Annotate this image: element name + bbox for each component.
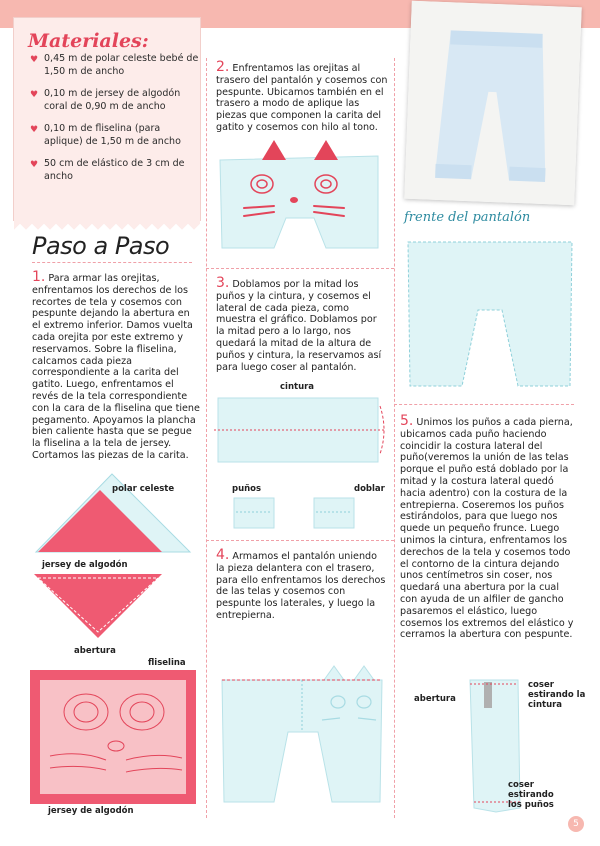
label-frente: frente del pantalón <box>404 210 531 225</box>
column-divider <box>206 58 207 818</box>
step-3: 3. Doblamos por la mitad los puños y la cintura, y cosemos el lateral de cada pieza, como muestra el gráfico. Doblamos por la mitad pero a lo largo, nos quedará la mitad de la altura de puños y cintura, la reservamos así para luego coser al pantalón. <box>216 275 382 373</box>
step-2: 2. Enfrentamos las orejitas al trasero del pantalón y cosemos con pespunte. Ubicamos también en el trasero a modo de aplique las piezas que componen la carita del gatito y cosemos con hilo al tono. <box>216 59 388 133</box>
materials-item: ♥ 0,10 m de jersey de algodón coral de 0,90 m de ancho <box>30 88 181 112</box>
page-number: 5 <box>568 816 584 832</box>
ear-sewn-diagram <box>30 570 190 646</box>
heart-icon: ♥ <box>30 160 39 170</box>
label-fliselina: fliselina <box>148 658 186 668</box>
materials-item: ♥ 0,10 m de fliselina (para aplique) de 1,50 m de ancho <box>30 123 181 147</box>
pants-front-diagram <box>402 236 578 396</box>
pants-photo-illustration <box>404 1 581 205</box>
label-jersey-2: jersey de algodón <box>48 806 134 816</box>
row-divider <box>206 268 394 269</box>
label-abertura-2: abertura <box>414 694 456 704</box>
cuffs-diagram <box>232 496 372 532</box>
ear-pattern-diagram <box>30 468 200 568</box>
label-coser-cintura: coser estirando la cintura <box>528 680 586 710</box>
heart-icon: ♥ <box>30 55 39 65</box>
pants-back-cat-diagram <box>214 138 384 258</box>
label-jersey: jersey de algodón <box>42 560 128 570</box>
step-5: 5. Unimos los puños a cada pierna, ubicamos cada puño haciendo coincidir la costura lateral del puño(veremos la unión de las telas porque el puño está doblado por la mitad y la costura lateral quedó hacia adentro) con la costura de la entrepierna. Coseremos los puños estirándolos, para que luego nos quede un pequeño frunce. Luego unimos la cintura, enfrentamos los derechos de la tela y cosemos todo el contorno de la cintura dejando unos centímetros sin coser, nos quedará una abertura por la cual con ayuda de un alfiler de gancho pasaremos el elástico, luego cosemos los extremos del elástico y cerramos la abertura con pespunte. <box>400 413 574 641</box>
row-divider <box>206 540 394 541</box>
label-polar: polar celeste <box>112 484 175 494</box>
pants-assembled-diagram <box>214 662 390 812</box>
label-doblar: doblar <box>354 484 385 494</box>
materials-item: ♥ 0,45 m de polar celeste bebé de 1,50 m de ancho <box>30 53 199 77</box>
materials-list <box>30 52 200 192</box>
waistband-diagram <box>214 394 390 474</box>
label-abertura: abertura <box>74 646 116 656</box>
step-4: 4. Armamos el pantalón uniendo la pieza delantera con el trasero, para ello enfrentamos los derechos de las telas y cosemos con pespunte los laterales, y luego la entrepierna. <box>216 547 386 621</box>
section-title: Paso a Paso <box>32 232 170 260</box>
title-underline <box>32 262 192 263</box>
heart-icon: ♥ <box>30 125 39 135</box>
label-punos: puños <box>232 484 262 494</box>
materials-title: Materiales: <box>28 30 149 52</box>
materials-item: ♥ 50 cm de elástico de 3 cm de ancho <box>30 158 185 182</box>
step-1: 1. Para armar las orejitas, enfrentamos los derechos de los recortes de tela y cosemos con pespunte dejando la abertura en el extremo inferior. Damos vuelta cada orejita por este extremo y reservamos. Sobre la fliselina, calcamos cada pieza correspondiente a la carita del gatito. Luego, enfrentamos el revés de la tela correspondiente con la cara de la fliselina que tiene pegamento. Apoyamos la plancha bien caliente hasta que se pegue la fliselina a la tela de jersey. Cortamos las piezas de la carita. <box>32 269 200 461</box>
heart-icon: ♥ <box>30 90 39 100</box>
column-divider <box>394 58 395 818</box>
label-coser-punos: coser estirando los puños <box>508 780 554 810</box>
cat-face-pattern <box>30 670 196 804</box>
pants-photo <box>404 1 581 205</box>
label-cintura: cintura <box>280 382 315 392</box>
row-divider <box>394 404 574 405</box>
